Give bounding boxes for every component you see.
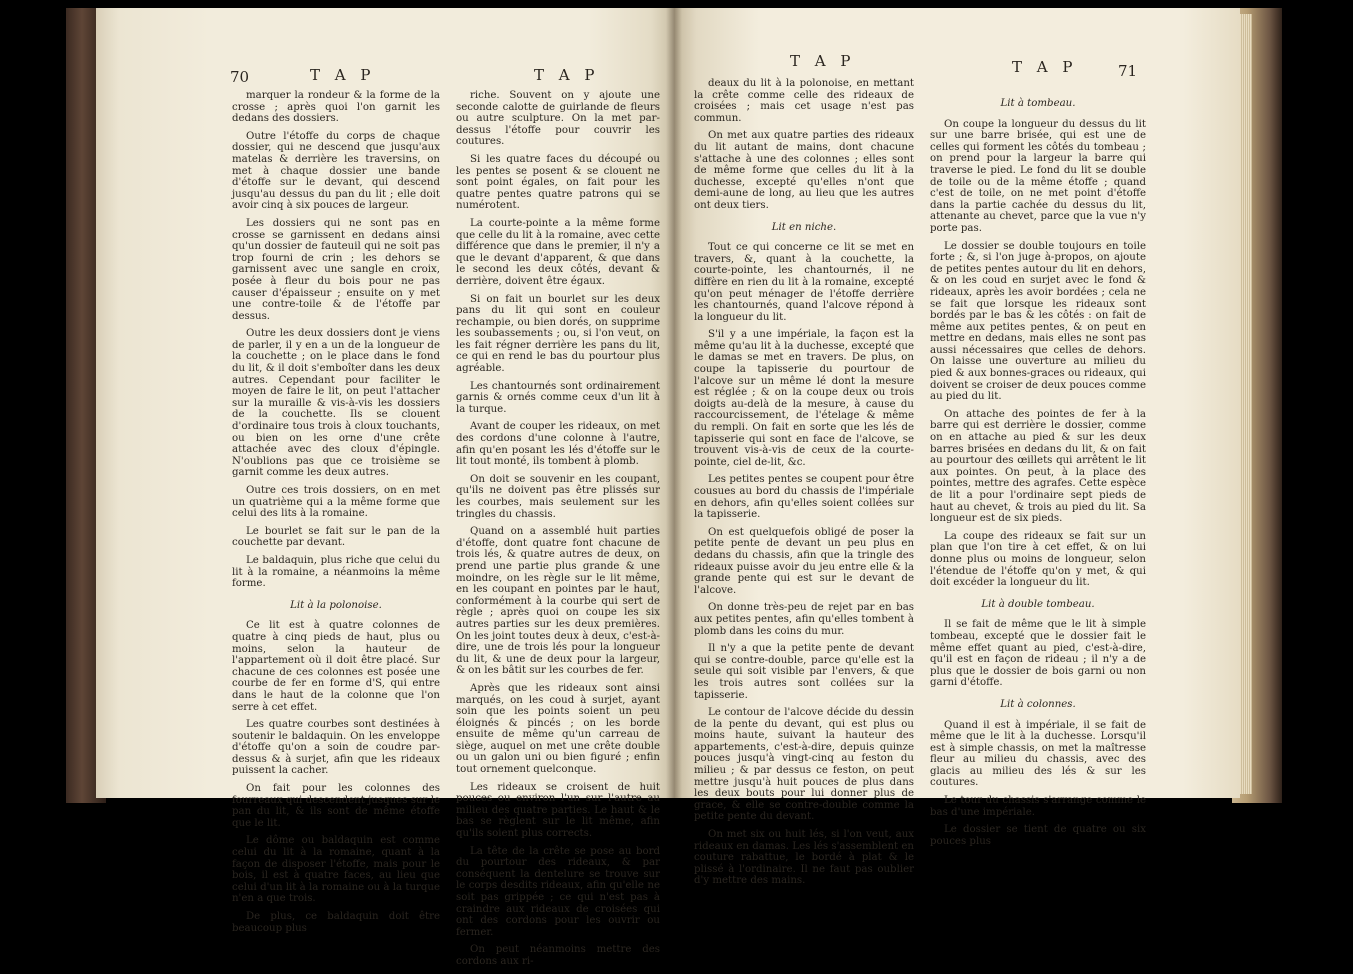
paragraph: La tête de la crête se pose au bord du pourtour des rideaux, & par conséquent la dentelure se trouve sur le corps desdits rideaux, afin qu'elle ne soit pas grippée ; ce qui n'est pas à craindre aux rideaux de croisées qui ont des cordons pour les ouvrir ou fermer. xyxy=(456,845,660,938)
paragraph: Si les quatre faces du découpé ou les pentes se posent & se clouent ne sont point égales, on fait pour les quatre pentes quatre patrons qui se numérotent. xyxy=(456,153,660,212)
paragraph: Outre l'étoffe du corps de chaque dossier, qui ne descend que jusqu'aux matelas & derrière les traversins, on met à chaque dossier une bande d'étoffe sur le devant, qui descend jusqu'au dessus du pan du lit ; elle doit avoir cinq à six pouces de largeur. xyxy=(232,130,440,212)
paragraph: On coupe la longueur du dessus du lit sur une barre brisée, qui est une de celles qui forment les côtés du tombeau ; on prend pour la largeur la barre qui traverse le pied. Le fond du lit se double de toile ou de la même étoffe ; quand c'est de toile, on ne met point d'étoffe dans la partie cachée du dessus du lit, attenante au chevet, parce que la vue n'y porte pas. xyxy=(930,118,1146,234)
paragraph: Quand on a assemblé huit parties d'étoffe, dont quatre font chacune de trois lés, & quatre autres de deux, on prend une partie plus grande & une moindre, on les règle sur le lit même, en les coupant en pointes par le haut, conformément à la courbe qui sert de règle ; après quoi on coupe les six autres parties sur les deux premières. On les joint toutes deux à deux, c'est-à-dire, une de trois lés pour la longueur du lit, & une de deux pour la largeur, & on les bâtit sur les courbes de fer. xyxy=(456,526,660,677)
page-number: 71 xyxy=(1118,62,1138,80)
paragraph: Les rideaux se croisent de huit pouces ou environ l'un sur l'autre au milieu des quatre parties. Le haut & le bas se règlent sur le lit même, afin qu'ils soient plus corrects. xyxy=(456,781,660,840)
text-column-right xyxy=(456,90,660,974)
paragraph: Quand il est à impériale, il se fait de même que le lit à la duchesse. Lorsqu'il est à simple chassis, on met la maîtresse fleur au milieu du chassis, avec des glacis au milieu des lés & sur les coutures. xyxy=(930,719,1146,789)
paragraph: On met aux quatre parties des rideaux du lit autant de mains, dont chacune s'attache à une des colonnes ; elles sont de même forme que celles du lit à la duchesse, excepté qu'elles n'ont que demi-aune de long, au lieu que les autres ont deux tiers. xyxy=(694,130,914,211)
running-head: T A P xyxy=(790,52,856,70)
running-head: T A P xyxy=(310,66,376,84)
paragraph: deaux du lit à la polonoise, en mettant la crête comme celle des rideaux de croisées ; mais cet usage n'est pas commun. xyxy=(694,78,914,124)
paragraph: Outre les deux dossiers dont je viens de parler, il y en a un de la longueur de la couchette ; on le place dans le fond du lit, & il doit s'emboîter dans les deux autres. Cependant pour faciliter le moyen de faire le lit, on peut l'attacher sur la muraille & vis-à-vis les dossiers de la couchette. Ils se clouent d'ordinaire tous trois à cloux touchants, ou bien on les orne d'une crête attachée avec des cloux d'épingle. N'oublions pas que ce troisième se garnit comme les deux autres. xyxy=(232,328,440,479)
paragraph: Tout ce qui concerne ce lit se met en travers, &, quant à la couchette, la courte-pointe, les chantournés, il ne diffère en rien du lit à la romaine, excepté qu'on peut ménager de l'étoffe derrière les chantournés, quand l'alcove répond à la longueur du lit. xyxy=(694,242,914,323)
paragraph: Après que les rideaux sont ainsi marqués, on les coud à surjet, ayant soin que les points soient un peu éloignés & pincés ; on les borde ensuite de même qu'un carreau de siège, auquel on met une crête double ou un galon uni ou bien figuré ; enfin tout ornement quelconque. xyxy=(456,682,660,776)
running-head: T A P xyxy=(534,66,600,84)
paragraph: Le dôme ou baldaquin est comme celui du lit à la romaine, quant à la façon de disposer l'étoffe, mais pour le bois, il est à quatre faces, au lieu que celui d'un lit à la romaine ou à la turque n'en a que trois. xyxy=(232,835,440,905)
paragraph: On fait pour les colonnes des fourreaux qui descendent jusques sur le pan du lit, & ils sont de même étoffe que le lit. xyxy=(232,783,440,829)
right-page xyxy=(674,8,1240,887)
paragraph: La coupe des rideaux se fait sur un plan que l'on tire à cet effet, & on lui donne plus ou moins de longueur, selon l'étendue de l'étoffe qu'on y met, & qui doit excéder la longueur du lit. xyxy=(930,530,1146,589)
paragraph: Les petites pentes se coupent pour être cousues au bord du chassis de l'impériale en dehors, afin qu'elles soient collées sur la tapisserie. xyxy=(694,474,914,521)
paragraph: Les dossiers qui ne sont pas en crosse se garnissent en dedans ainsi qu'un dossier de fauteuil qui ne soit pas trop fourni de crin ; les dehors se garnissent avec une sangle en croix, posée à fleur du bois pour ne pas causer d'épaisseur ; ensuite on y met une contre-toile & de l'étoffe par dessus. xyxy=(232,217,440,322)
paragraph: Le contour de l'alcove décide du dessin de la pente du devant, qui est plus ou moins haute, suivant la hauteur des appartements, c'est-à-dire, depuis quinze pouces jusqu'à vingt-cinq au feston du milieu ; & par dessus ce feston, on peut mettre jusqu'à huit pouces de plus dans les deux bouts pour lui donner plus de grace, & elle se contre-double comme la petite pente du devant. xyxy=(694,707,914,823)
section-heading: Lit à double tombeau. xyxy=(981,598,1095,610)
paragraph: On attache des pointes de fer à la barre qui est derrière le dossier, comme on en attache au pied & sur les deux barres brisées en dedans du lit, & on fait au pourtour des œillets qui arrêtent le lit aux pointes. On peut, à la place des pointes, mettre des agrafes. Cette espèce de lit a pour l'ordinaire sept pieds de haut au chevet, & trois au pied du lit. Sa longueur est de six pieds. xyxy=(930,408,1146,525)
section-heading: Lit en niche. xyxy=(771,221,837,233)
section-heading: Lit à la polonoise. xyxy=(290,599,382,611)
paragraph: On donne très-peu de rejet par en bas aux petites pentes, afin qu'elles tombent à plomb dans les coins du mur. xyxy=(694,602,914,637)
paragraph: Le baldaquin, plus riche que celui du lit à la romaine, a néanmoins la même forme. xyxy=(232,554,440,590)
book-gutter xyxy=(666,8,682,798)
left-page xyxy=(96,8,674,967)
paragraph: Il se fait de même que le lit à simple tombeau, excepté que le dossier fait le même effet quant au pied, c'est-à-dire, qu'il est en façon de rideau ; il n'y a de plus que le dossier de bois garni ou non garni d'étoffe. xyxy=(930,619,1146,689)
text-column-left xyxy=(232,90,440,940)
paragraph: Les quatre courbes sont destinées à soutenir le baldaquin. On les enveloppe d'étoffe qu'on a soin de coudre par-dessus & à surjet, afin que les rideaux puissent la cacher. xyxy=(232,719,440,777)
paragraph: De plus, ce baldaquin doit être beaucoup plus xyxy=(232,911,440,934)
text-column-left xyxy=(694,78,914,893)
paragraph: Le dossier se tient de quatre ou six pouces plus xyxy=(930,824,1146,847)
paragraph: Les chantournés sont ordinairement garnis & ornés comme ceux d'un lit à la turque. xyxy=(456,380,660,415)
paragraph: On met six ou huit lés, si l'on veut, aux rideaux en damas. Les lés s'assemblent en couture rabattue, le bordé à plat & le plissé à l'ordinaire. Il ne faut pas oublier d'y mettre des mains. xyxy=(694,829,914,887)
page-number: 70 xyxy=(230,68,250,86)
paragraph: La courte-pointe a la même forme que celle du lit à la romaine, avec cette différence que dans le premier, il n'y a que le devant d'apparent, & que dans le second les deux côtés, devant & derrière, doivent être égaux. xyxy=(456,217,660,287)
running-head: T A P xyxy=(1012,58,1078,76)
paragraph: On est quelquefois obligé de poser la petite pente de devant un peu plus en dedans du chassis, afin que la tringle des rideaux puisse avoir du jeu entre elle & la grande pente qui est sur le devant de l'alcove. xyxy=(694,526,914,596)
paragraph: On peut néanmoins mettre des cordons aux ri- xyxy=(456,944,660,967)
paragraph: riche. Souvent on y ajoute une seconde calotte de guirlande de fleurs ou autre sculpture. On la met par-dessus l'étoffe pour couvrir les coutures. xyxy=(456,90,660,148)
section-heading: Lit à colonnes. xyxy=(1000,698,1076,710)
paragraph: marquer la rondeur & la forme de la crosse ; après quoi l'on garnit les dedans des dossiers. xyxy=(232,90,440,125)
paragraph: Si on fait un bourlet sur les deux pans du lit qui sont en couleur rechampie, ou bien dorés, on supprime les soubassements ; ou, si l'on veut, on les fait régner derrière les pans du lit, ce qui en rend le bas du pourtour plus agréable. xyxy=(456,293,660,375)
paragraph: On doit se souvenir en les coupant, qu'ils ne doivent pas être plissés sur les courbes, mais seulement sur les tringles du chassis. xyxy=(456,473,660,520)
paragraph: S'il y a une impériale, la façon est la même qu'au lit à la duchesse, excepté que le damas se met en travers. De plus, on coupe la tapisserie du pourtour de l'alcove sur un même lé dont la mesure est réglée ; & on la coupe deux ou trois doigts au-delà de la mesure, à cause du raccourcissement, de l'ételage & même du rempli. On fait en sorte que les lés de tapisserie qui sont en face de l'alcove, se trouvent vis-à-vis de ceux de la courte-pointe, ciel de-lit, &c. xyxy=(694,329,914,468)
paragraph: Ce lit est à quatre colonnes de quatre à cinq pieds de haut, plus ou moins, selon la hauteur de l'appartement où il doit être placé. Sur chacune de ces colonnes est posée une courbe de fer en forme d'S, qui entre dans le haut de la colonne que l'on serre à cet effet. xyxy=(232,620,440,713)
paragraph: Il n'y a que la petite pente de devant qui se contre-double, parce qu'elle est la seule qui soit visible par l'envers, & que les trois autres sont collées sur la tapisserie. xyxy=(694,643,914,701)
paragraph: Avant de couper les rideaux, on met des cordons d'une colonne à l'autre, afin qu'en posant les lés d'étoffe sur le lit tout monté, ils tombent à plomb. xyxy=(456,421,660,468)
section-heading: Lit à tombeau. xyxy=(1000,98,1076,109)
paragraph: Le dossier se double toujours en toile forte ; &, si l'on juge à-propos, on ajoute de petites pentes autour du lit en dehors, & on les coud en surjet avec le fond & rideaux, après les avoir bordées ; cela ne se fait que lorsque les rideaux sont bordés par le bas & les côtés : on fait de même aux petites pentes, & on peut en mettre en dedans, mais elles ne sont pas aussi nécessaires que celles de dehors. On laisse une ouverture au milieu du pied & aux bonnes-graces ou rideaux, qui doivent se croiser de deux pouces comme au pied du lit. xyxy=(930,240,1146,403)
paragraph: Outre ces trois dossiers, on en met un quatrième qui a la même forme que celui des lits à la romaine. xyxy=(232,485,440,520)
paragraph: Le tour du chassis s'arrange comme le bas d'une impériale. xyxy=(930,795,1146,818)
paragraph: Le bourlet se fait sur le pan de la couchette par devant. xyxy=(232,525,440,549)
text-column-right xyxy=(930,88,1146,853)
